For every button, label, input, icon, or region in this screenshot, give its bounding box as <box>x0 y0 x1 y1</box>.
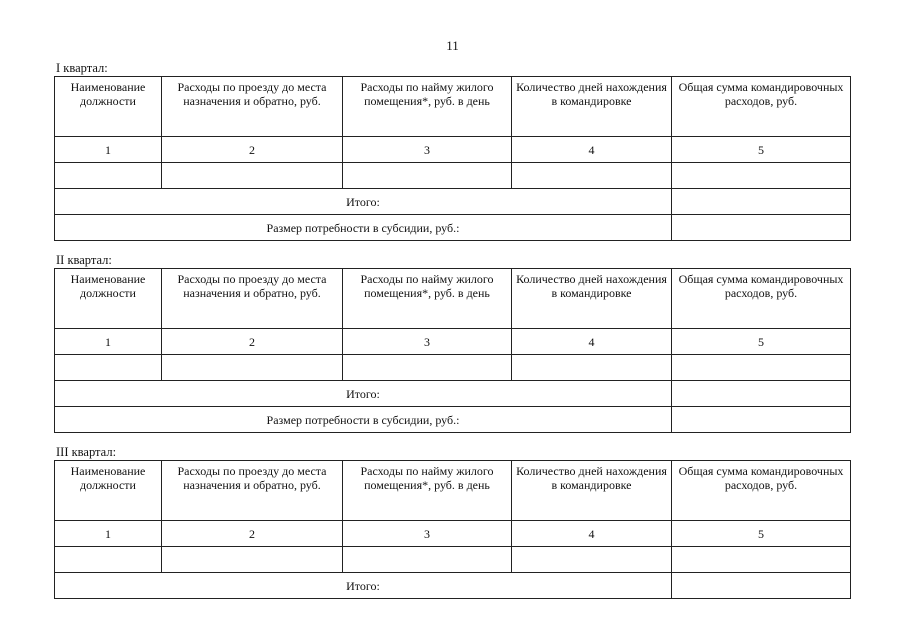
expense-table <box>54 460 851 599</box>
subsidy-row <box>55 407 851 433</box>
column-header-position: Наименование должности <box>55 269 162 329</box>
column-header-travel-costs: Расходы по проезду до места назначения и обратно, руб. <box>162 269 343 329</box>
table-cell[interactable] <box>162 355 343 381</box>
column-header-days: Количество дней нахождения в командировке <box>512 461 672 521</box>
column-header-travel-costs: Расходы по проезду до места назначения и обратно, руб. <box>162 77 343 137</box>
column-number: 1 <box>55 521 162 547</box>
table-cell[interactable] <box>162 163 343 189</box>
column-number-row <box>55 137 851 163</box>
table-cell[interactable] <box>55 163 162 189</box>
column-header-total-sum: Общая сумма командировочных расходов, руб. <box>672 461 851 521</box>
expense-table <box>54 76 851 241</box>
column-header-housing-costs: Расходы по найму жилого помещения*, руб. в день <box>343 461 512 521</box>
table-cell[interactable] <box>512 163 672 189</box>
table-cell[interactable] <box>55 547 162 573</box>
column-number: 5 <box>672 329 851 355</box>
quarter-section-3 <box>54 445 850 599</box>
total-row <box>55 381 851 407</box>
column-number: 1 <box>55 329 162 355</box>
section-label: III квартал: <box>56 445 117 459</box>
quarter-section-2 <box>54 253 850 433</box>
column-number: 2 <box>162 521 343 547</box>
table-cell[interactable] <box>672 163 851 189</box>
column-header-days: Количество дней нахождения в командировке <box>512 77 672 137</box>
column-number: 4 <box>512 521 672 547</box>
column-number-row <box>55 521 851 547</box>
total-row <box>55 189 851 215</box>
table-header-row <box>55 269 851 329</box>
column-number: 2 <box>162 137 343 163</box>
section-label: II квартал: <box>56 253 112 267</box>
subsidy-value-cell[interactable] <box>672 215 851 241</box>
table-row <box>55 547 851 573</box>
subsidy-row <box>55 215 851 241</box>
column-header-total-sum: Общая сумма командировочных расходов, руб. <box>672 77 851 137</box>
table-cell[interactable] <box>672 547 851 573</box>
expense-table <box>54 268 851 433</box>
total-label: Итого: <box>55 573 672 599</box>
column-header-position: Наименование должности <box>55 77 162 137</box>
subsidy-label: Размер потребности в субсидии, руб.: <box>55 215 672 241</box>
page-number: 11 <box>446 38 459 53</box>
column-header-days: Количество дней нахождения в командировке <box>512 269 672 329</box>
column-number: 1 <box>55 137 162 163</box>
table-cell[interactable] <box>672 355 851 381</box>
total-label: Итого: <box>55 189 672 215</box>
table-cell[interactable] <box>343 163 512 189</box>
subsidy-label: Размер потребности в субсидии, руб.: <box>55 407 672 433</box>
table-cell[interactable] <box>512 547 672 573</box>
total-label: Итого: <box>55 381 672 407</box>
table-cell[interactable] <box>343 355 512 381</box>
column-number: 5 <box>672 137 851 163</box>
column-header-total-sum: Общая сумма командировочных расходов, руб. <box>672 269 851 329</box>
column-header-position: Наименование должности <box>55 461 162 521</box>
column-number: 3 <box>343 521 512 547</box>
column-number: 5 <box>672 521 851 547</box>
column-header-housing-costs: Расходы по найму жилого помещения*, руб. в день <box>343 269 512 329</box>
table-cell[interactable] <box>343 547 512 573</box>
table-header-row <box>55 461 851 521</box>
section-label: I квартал: <box>56 61 108 75</box>
table-row <box>55 355 851 381</box>
column-number-row <box>55 329 851 355</box>
column-header-travel-costs: Расходы по проезду до места назначения и обратно, руб. <box>162 461 343 521</box>
table-cell[interactable] <box>162 547 343 573</box>
total-value-cell[interactable] <box>672 381 851 407</box>
table-cell[interactable] <box>512 355 672 381</box>
column-number: 2 <box>162 329 343 355</box>
subsidy-value-cell[interactable] <box>672 407 851 433</box>
column-number: 3 <box>343 137 512 163</box>
table-cell[interactable] <box>55 355 162 381</box>
quarter-section-1 <box>54 61 850 241</box>
total-row <box>55 573 851 599</box>
table-header-row <box>55 77 851 137</box>
total-value-cell[interactable] <box>672 573 851 599</box>
column-number: 3 <box>343 329 512 355</box>
column-number: 4 <box>512 329 672 355</box>
table-row <box>55 163 851 189</box>
column-number: 4 <box>512 137 672 163</box>
column-header-housing-costs: Расходы по найму жилого помещения*, руб. в день <box>343 77 512 137</box>
total-value-cell[interactable] <box>672 189 851 215</box>
